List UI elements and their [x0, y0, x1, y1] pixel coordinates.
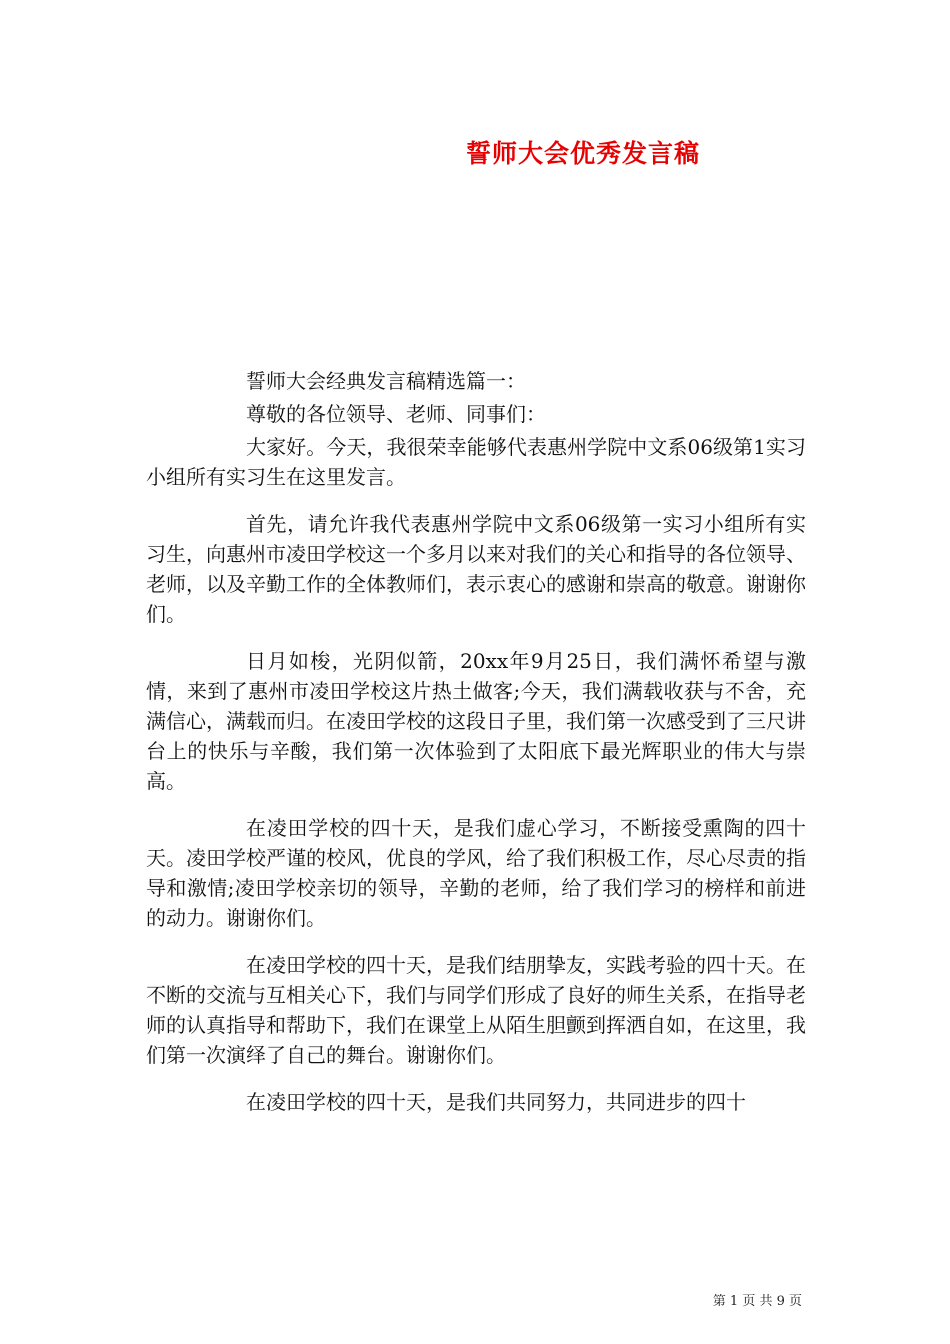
paragraph-greeting: 大家好。今天，我很荣幸能够代表惠州学院中文系06级第1实习小组所有实习生在这里发言。 [146, 435, 806, 489]
paragraph-thanks: 首先，请允许我代表惠州学院中文系06级第一实习小组所有实习生，向惠州市凌田学校这一个多月以来对我们的关心和指导的各位领导、老师，以及辛勤工作的全体教师们，表示衷心的感谢和崇高的敬意。谢谢你们。 [146, 512, 806, 626]
paragraph-learning: 在凌田学校的四十天，是我们虚心学习，不断接受熏陶的四十天。凌田学校严谨的校风，优良的学风，给了我们积极工作，尽心尽责的指导和激情;凌田学校亲切的领导，辛勤的老师，给了我们学习的榜样和前进的动力。谢谢你们。 [146, 816, 806, 930]
paragraph-salutation: 尊敬的各位领导、老师、同事们： [246, 402, 546, 426]
paragraph-progress: 在凌田学校的四十天，是我们共同努力，共同进步的四十 [246, 1090, 746, 1114]
paragraph-time: 日月如梭，光阴似箭，20xx年9月25日，我们满怀希望与激情，来到了惠州市凌田学校这片热土做客;今天，我们满载收获与不舍，充满信心，满载而归。在凌田学校的这段日子里，我们第一次感受到了三尺讲台上的快乐与辛酸，我们第一次体验到了太阳底下最光辉职业的伟大与崇高。 [146, 649, 806, 793]
document-body [146, 366, 806, 1117]
document-title: 誓师大会优秀发言稿 [465, 139, 700, 168]
paragraph-friendship: 在凌田学校的四十天，是我们结朋挚友，实践考验的四十天。在不断的交流与互相关心下，我们与同学们形成了良好的师生关系，在指导老师的认真指导和帮助下，我们在课堂上从陌生胆颤到挥洒自如，在这里，我们第一次演绎了自己的舞台。谢谢你们。 [146, 953, 806, 1067]
page-number-footer: 第 1 页 共 9 页 [712, 1294, 802, 1309]
paragraph-section-heading: 誓师大会经典发言稿精选篇一： [246, 369, 526, 393]
